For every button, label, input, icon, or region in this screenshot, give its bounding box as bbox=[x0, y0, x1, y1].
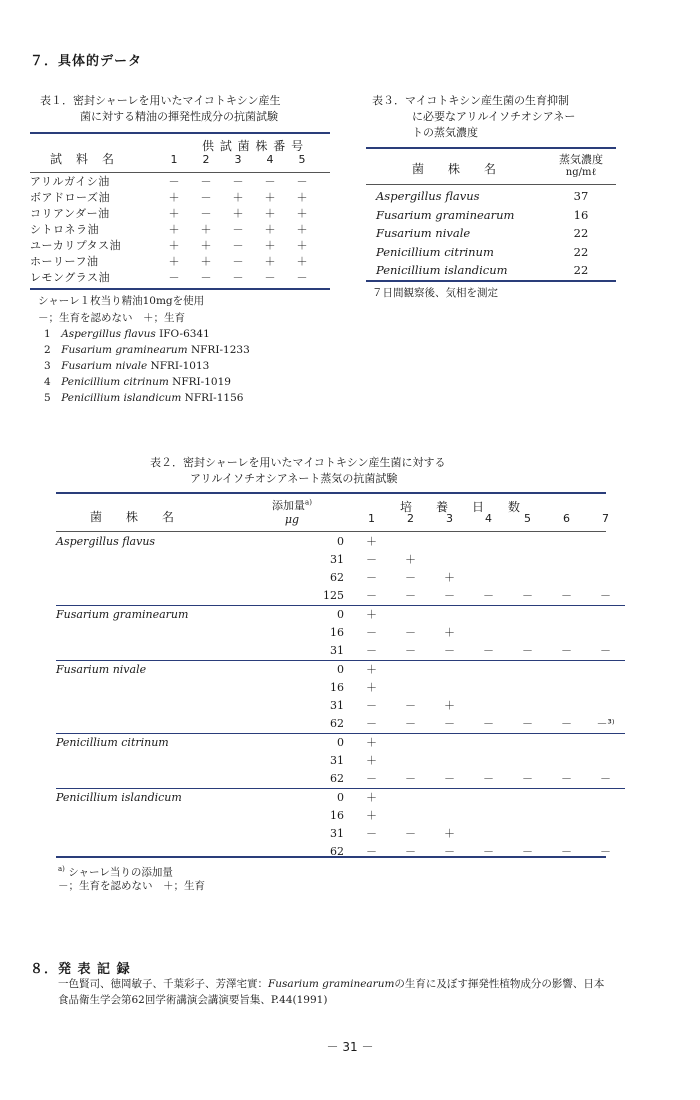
growth-cell bbox=[391, 807, 430, 825]
strain-item: 4 Penicillium citrinum NFRI-1019 bbox=[44, 376, 231, 388]
growth-cell: － bbox=[561, 717, 572, 730]
amount-cell: 62 bbox=[330, 717, 344, 730]
growth-cell: ＋ bbox=[200, 223, 212, 236]
growth-cell bbox=[469, 697, 508, 715]
table3-note: ７日間観察後、気相を測定 bbox=[372, 287, 498, 299]
growth-cell: － bbox=[200, 207, 212, 220]
oil-name: ホーリーフ油 bbox=[30, 255, 99, 268]
growth-cell: － bbox=[444, 717, 455, 730]
table1-group-label: 供 試 菌 株 番 号 bbox=[202, 139, 305, 153]
strain-number: 3 bbox=[234, 153, 242, 166]
table1-caption-line1: 表１．密封シャーレを用いたマイコトキシン産生 bbox=[40, 94, 281, 107]
growth-cell: － bbox=[366, 589, 377, 602]
table2-col2-label: 添加量 bbox=[272, 499, 306, 512]
growth-cell bbox=[391, 606, 430, 625]
amount-cell: 31 bbox=[330, 644, 344, 657]
table-row bbox=[56, 587, 625, 606]
growth-cell: ＋ bbox=[232, 191, 244, 204]
strain-name: Aspergillus flavus bbox=[376, 189, 480, 203]
growth-cell: ＋ bbox=[444, 626, 455, 639]
growth-cell bbox=[508, 606, 547, 625]
growth-cell: － bbox=[296, 271, 308, 284]
section-7-heading: ７．具体的データ bbox=[30, 54, 143, 69]
table1-top-rule bbox=[30, 132, 330, 134]
growth-cell: ＋ bbox=[200, 255, 212, 268]
growth-cell: － bbox=[168, 271, 180, 284]
amount-cell: 31 bbox=[330, 553, 344, 566]
table-row bbox=[30, 238, 318, 254]
growth-cell bbox=[586, 606, 625, 625]
growth-cell bbox=[547, 734, 586, 753]
amount-cell: 0 bbox=[252, 789, 352, 808]
growth-cell: － bbox=[600, 644, 611, 657]
growth-cell: － bbox=[366, 644, 377, 657]
growth-cell: － bbox=[600, 589, 611, 602]
growth-cell bbox=[547, 807, 586, 825]
table1-note1: シャーレ１枚当り精油10mgを使用 bbox=[38, 295, 205, 307]
growth-cell: － bbox=[264, 271, 276, 284]
growth-cell: － bbox=[366, 827, 377, 840]
growth-cell: ＋ bbox=[200, 239, 212, 252]
growth-cell: ＋ bbox=[444, 571, 455, 584]
table2-note1-text: シャーレ当りの添加量 bbox=[68, 866, 173, 879]
table-row bbox=[56, 697, 625, 715]
growth-cell: ＋ bbox=[352, 606, 391, 625]
table3-col1: 菌 株 名 bbox=[412, 162, 497, 176]
growth-cell: － bbox=[366, 626, 377, 639]
vapor-concentration: 22 bbox=[573, 244, 589, 259]
strain-number: 1 bbox=[170, 153, 178, 166]
growth-cell: － bbox=[561, 644, 572, 657]
table-row bbox=[56, 770, 625, 789]
section-8-heading: ８．発 表 記 録 bbox=[30, 962, 131, 977]
growth-cell bbox=[508, 807, 547, 825]
day-number: 6 bbox=[563, 512, 570, 525]
table3-col2-unit: ng/mℓ bbox=[565, 167, 597, 178]
table2-caption-line1: 表２．密封シャーレを用いたマイコトキシン産生菌に対する bbox=[150, 456, 446, 469]
table-row bbox=[30, 190, 318, 206]
amount-cell: 0 bbox=[252, 734, 352, 753]
amount-cell: 31 bbox=[330, 827, 344, 840]
growth-cell: － bbox=[405, 644, 416, 657]
table-row bbox=[376, 187, 614, 206]
growth-cell: ＋ bbox=[296, 207, 308, 220]
vapor-concentration: 22 bbox=[573, 263, 589, 277]
table1-col-label: 試 料 名 bbox=[50, 152, 116, 166]
table-row bbox=[56, 789, 625, 808]
growth-cell bbox=[547, 606, 586, 625]
growth-cell: － bbox=[483, 589, 494, 602]
page-number: － 31 － bbox=[326, 1040, 374, 1054]
growth-cell bbox=[586, 752, 625, 770]
growth-cell: － bbox=[232, 239, 244, 252]
growth-cell: ＋ bbox=[444, 699, 455, 712]
growth-cell: － bbox=[483, 717, 494, 730]
table3-col2-label: 蒸気濃度 bbox=[559, 153, 603, 166]
table-row bbox=[376, 224, 614, 243]
strain-name: Fusarium graminearum bbox=[56, 606, 252, 625]
growth-cell: － bbox=[168, 175, 180, 188]
growth-cell bbox=[430, 679, 469, 697]
day-number: 2 bbox=[407, 512, 414, 525]
growth-cell bbox=[430, 551, 469, 569]
table1-number-header bbox=[30, 152, 318, 168]
strain-name: Penicillium islandicum bbox=[376, 263, 508, 277]
growth-cell bbox=[547, 752, 586, 770]
growth-cell bbox=[586, 624, 625, 642]
growth-cell bbox=[469, 533, 508, 551]
growth-cell: － bbox=[483, 772, 494, 785]
growth-cell: － bbox=[483, 845, 494, 858]
table-row bbox=[376, 261, 614, 280]
growth-cell: － bbox=[561, 772, 572, 785]
growth-cell bbox=[430, 752, 469, 770]
amount-cell: 16 bbox=[330, 809, 344, 822]
table-row bbox=[56, 642, 625, 661]
growth-cell: － bbox=[405, 845, 416, 858]
growth-cell: － bbox=[522, 845, 533, 858]
vapor-concentration: 22 bbox=[573, 226, 589, 240]
growth-cell bbox=[469, 789, 508, 808]
oil-name: レモングラス油 bbox=[30, 271, 110, 284]
table-row bbox=[376, 206, 614, 225]
growth-cell: － bbox=[200, 271, 212, 284]
growth-cell bbox=[469, 624, 508, 642]
growth-cell: － bbox=[366, 699, 377, 712]
growth-cell bbox=[430, 789, 469, 808]
growth-cell bbox=[586, 661, 625, 680]
table2-col1: 菌 株 名 bbox=[90, 510, 175, 524]
oil-name: ユーカリプタス油 bbox=[30, 239, 122, 252]
growth-cell bbox=[547, 697, 586, 715]
amount-cell: 16 bbox=[330, 681, 344, 694]
strain-item: 2 Fusarium graminearum NFRI-1233 bbox=[44, 344, 250, 356]
strain-name: Penicillium islandicum bbox=[56, 789, 252, 808]
table-row bbox=[30, 206, 318, 222]
growth-cell: － bbox=[600, 845, 611, 858]
growth-cell bbox=[508, 752, 547, 770]
growth-cell bbox=[430, 533, 469, 551]
growth-cell: ＋ bbox=[168, 207, 180, 220]
growth-cell: － bbox=[366, 772, 377, 785]
amount-cell: 0 bbox=[252, 606, 352, 625]
growth-cell: － bbox=[232, 255, 244, 268]
strain-name: Fusarium graminearum bbox=[376, 207, 515, 222]
table-row bbox=[56, 843, 625, 861]
table3-caption-line1: 表３．マイコトキシン産生菌の生育抑制 bbox=[372, 94, 569, 107]
growth-cell: － bbox=[264, 175, 276, 188]
growth-cell: ＋ bbox=[352, 661, 391, 680]
growth-cell bbox=[391, 661, 430, 680]
table-row bbox=[56, 533, 625, 551]
growth-cell bbox=[508, 569, 547, 587]
strain-item: 1 Aspergillus flavus IFO-6341 bbox=[44, 328, 210, 340]
growth-cell: － bbox=[405, 589, 416, 602]
growth-cell bbox=[508, 697, 547, 715]
table3-caption-line3: トの蒸気濃度 bbox=[412, 126, 478, 139]
growth-cell bbox=[430, 606, 469, 625]
growth-cell: － bbox=[444, 845, 455, 858]
amount-cell: 16 bbox=[330, 626, 344, 639]
growth-cell: ＋ bbox=[168, 191, 180, 204]
table3-caption-line2: に必要なアリルイソチオシアネー bbox=[412, 110, 576, 123]
table-row bbox=[56, 661, 625, 680]
growth-cell: － bbox=[444, 644, 455, 657]
table3-col2 bbox=[548, 151, 614, 178]
table-row bbox=[30, 254, 318, 270]
growth-cell: ＋ bbox=[352, 789, 391, 808]
growth-cell bbox=[586, 807, 625, 825]
growth-cell: －³⁾ bbox=[596, 717, 615, 730]
table2-bottom-rule bbox=[56, 856, 606, 858]
footnote-mark: a) bbox=[58, 865, 65, 873]
growth-cell bbox=[508, 789, 547, 808]
table-row bbox=[56, 551, 625, 569]
table2-body bbox=[56, 533, 625, 861]
growth-cell: － bbox=[366, 717, 377, 730]
growth-cell: ＋ bbox=[296, 223, 308, 236]
strain-number: 5 bbox=[298, 153, 306, 166]
table1-body bbox=[30, 174, 318, 286]
growth-cell bbox=[508, 734, 547, 753]
growth-cell: － bbox=[366, 571, 377, 584]
growth-cell: － bbox=[444, 589, 455, 602]
table3-top-rule bbox=[366, 147, 616, 149]
growth-cell: ＋ bbox=[264, 191, 276, 204]
growth-cell: － bbox=[483, 644, 494, 657]
amount-cell: 62 bbox=[330, 571, 344, 584]
growth-cell: － bbox=[405, 571, 416, 584]
growth-cell: － bbox=[522, 589, 533, 602]
growth-cell bbox=[391, 679, 430, 697]
growth-cell bbox=[391, 752, 430, 770]
growth-cell bbox=[469, 807, 508, 825]
growth-cell bbox=[547, 569, 586, 587]
amount-cell: 31 bbox=[330, 699, 344, 712]
growth-cell: － bbox=[405, 717, 416, 730]
publication-line1: 一色賢司、徳岡敏子、千葉彩子、芳澤宅實：Fusarium graminearumの生育に及ぼす揮発性植物成分の影響、日本 bbox=[58, 978, 605, 990]
growth-cell bbox=[508, 661, 547, 680]
growth-cell: ＋ bbox=[352, 734, 391, 753]
day-number: 1 bbox=[368, 512, 375, 525]
vapor-concentration: 16 bbox=[573, 207, 589, 222]
growth-cell: ＋ bbox=[366, 681, 377, 694]
table-row bbox=[56, 752, 625, 770]
table2-group-label: 培 養 日 数 bbox=[400, 500, 521, 514]
growth-cell: － bbox=[296, 175, 308, 188]
growth-cell: ＋ bbox=[264, 255, 276, 268]
growth-cell: ＋ bbox=[366, 809, 377, 822]
table-row bbox=[30, 222, 318, 238]
growth-cell bbox=[430, 734, 469, 753]
growth-cell: ＋ bbox=[296, 191, 308, 204]
table1-bottom-rule bbox=[30, 288, 330, 290]
table-row bbox=[56, 569, 625, 587]
amount-cell: 0 bbox=[252, 661, 352, 680]
oil-name: コリアンダー油 bbox=[30, 207, 110, 220]
growth-cell bbox=[391, 734, 430, 753]
strain-number: 4 bbox=[266, 153, 274, 166]
growth-cell: － bbox=[405, 772, 416, 785]
amount-cell: 62 bbox=[330, 772, 344, 785]
strain-item: 5 Penicillium islandicum NFRI-1156 bbox=[44, 392, 244, 404]
table3-header-rule bbox=[366, 184, 616, 185]
growth-cell: － bbox=[561, 845, 572, 858]
table-row bbox=[56, 807, 625, 825]
growth-cell: － bbox=[522, 717, 533, 730]
day-number: 3 bbox=[446, 512, 453, 525]
table3-body bbox=[376, 187, 614, 280]
table1-caption-line2: 菌に対する精油の揮発性成分の抗菌試験 bbox=[80, 110, 278, 123]
growth-cell bbox=[586, 679, 625, 697]
table-row bbox=[376, 243, 614, 262]
growth-cell bbox=[586, 734, 625, 753]
growth-cell: ＋ bbox=[405, 553, 416, 566]
growth-cell: ＋ bbox=[444, 827, 455, 840]
table-row bbox=[56, 624, 625, 642]
growth-cell: － bbox=[232, 175, 244, 188]
growth-cell: － bbox=[405, 827, 416, 840]
strain-item: 3 Fusarium nivale NFRI-1013 bbox=[44, 360, 210, 372]
growth-cell: ＋ bbox=[296, 239, 308, 252]
growth-cell bbox=[469, 734, 508, 753]
growth-cell bbox=[586, 569, 625, 587]
amount-cell: 0 bbox=[337, 535, 344, 548]
table2-day-header bbox=[56, 510, 625, 528]
growth-cell: － bbox=[600, 772, 611, 785]
growth-cell bbox=[586, 697, 625, 715]
strain-name: Penicillium citrinum bbox=[376, 244, 494, 259]
growth-cell: － bbox=[561, 589, 572, 602]
growth-cell bbox=[391, 533, 430, 551]
growth-cell bbox=[508, 624, 547, 642]
table-row bbox=[56, 606, 625, 625]
growth-cell bbox=[586, 551, 625, 569]
day-number: 4 bbox=[485, 512, 492, 525]
amount-cell: 31 bbox=[330, 754, 344, 767]
growth-cell: ＋ bbox=[264, 239, 276, 252]
strain-list bbox=[44, 326, 344, 406]
growth-cell: － bbox=[522, 772, 533, 785]
growth-cell: － bbox=[405, 626, 416, 639]
table2-col2-footnote-mark: a) bbox=[305, 498, 312, 507]
table2-top-rule bbox=[56, 492, 606, 494]
day-number: 7 bbox=[602, 512, 609, 525]
table-row bbox=[56, 679, 625, 697]
growth-cell bbox=[586, 789, 625, 808]
growth-cell: ＋ bbox=[296, 255, 308, 268]
growth-cell: － bbox=[232, 223, 244, 236]
growth-cell bbox=[547, 624, 586, 642]
growth-cell: ＋ bbox=[264, 223, 276, 236]
growth-cell bbox=[508, 551, 547, 569]
growth-cell: － bbox=[366, 553, 377, 566]
growth-cell: － bbox=[444, 772, 455, 785]
growth-cell: ＋ bbox=[366, 535, 377, 548]
publication-line2: 食品衛生学会第62回学術講演会講演要旨集、P.44(1991) bbox=[58, 994, 328, 1006]
strain-name: Fusarium nivale bbox=[56, 661, 252, 680]
growth-cell bbox=[508, 825, 547, 843]
growth-cell bbox=[469, 825, 508, 843]
growth-cell: － bbox=[200, 191, 212, 204]
growth-cell: ＋ bbox=[232, 207, 244, 220]
growth-cell: ＋ bbox=[168, 255, 180, 268]
growth-cell bbox=[547, 679, 586, 697]
strain-number: 2 bbox=[202, 153, 210, 166]
growth-cell bbox=[508, 533, 547, 551]
growth-cell bbox=[430, 807, 469, 825]
growth-cell bbox=[391, 789, 430, 808]
strain-name: Aspergillus flavus bbox=[56, 535, 156, 548]
table-row bbox=[56, 715, 625, 734]
oil-name: シトロネラ油 bbox=[30, 223, 99, 236]
amount-cell: 62 bbox=[330, 845, 344, 858]
table-row bbox=[56, 825, 625, 843]
growth-cell: － bbox=[366, 845, 377, 858]
table2-note2: －；生育を認めない ＋；生育 bbox=[58, 880, 205, 892]
growth-cell bbox=[547, 825, 586, 843]
growth-cell bbox=[547, 789, 586, 808]
amount-cell: 125 bbox=[323, 589, 344, 602]
growth-cell bbox=[586, 533, 625, 551]
growth-cell bbox=[547, 533, 586, 551]
growth-cell: － bbox=[232, 271, 244, 284]
growth-cell bbox=[547, 551, 586, 569]
table-row bbox=[30, 174, 318, 190]
table2-caption-line2: アリルイソチオシアネート蒸気の抗菌試験 bbox=[190, 472, 398, 485]
day-number: 5 bbox=[524, 512, 531, 525]
vapor-concentration: 37 bbox=[573, 189, 589, 203]
growth-cell: － bbox=[405, 699, 416, 712]
growth-cell bbox=[547, 661, 586, 680]
growth-cell: ＋ bbox=[366, 754, 377, 767]
oil-name: ボアドローズ油 bbox=[30, 191, 110, 204]
growth-cell bbox=[430, 661, 469, 680]
growth-cell bbox=[586, 825, 625, 843]
growth-cell: ＋ bbox=[264, 207, 276, 220]
growth-cell bbox=[469, 569, 508, 587]
table2-col2-unit: μg bbox=[284, 513, 300, 526]
growth-cell: － bbox=[522, 644, 533, 657]
growth-cell bbox=[469, 661, 508, 680]
strain-name: Fusarium nivale bbox=[376, 226, 471, 240]
table1-header-rule bbox=[30, 172, 330, 173]
growth-cell: － bbox=[200, 175, 212, 188]
publication-record bbox=[58, 976, 678, 1008]
growth-cell bbox=[508, 679, 547, 697]
growth-cell: ＋ bbox=[168, 223, 180, 236]
growth-cell bbox=[469, 679, 508, 697]
table2-header-rule bbox=[56, 531, 606, 532]
growth-cell bbox=[469, 752, 508, 770]
growth-cell bbox=[469, 551, 508, 569]
table3-bottom-rule bbox=[366, 280, 616, 282]
strain-name: Penicillium citrinum bbox=[56, 734, 252, 753]
table1-note2: －；生育を認めない ＋；生育 bbox=[38, 312, 185, 324]
growth-cell: ＋ bbox=[168, 239, 180, 252]
oil-name: アリルガイシ油 bbox=[30, 175, 110, 188]
table-row bbox=[30, 270, 318, 286]
growth-cell bbox=[469, 606, 508, 625]
table-row bbox=[56, 734, 625, 753]
